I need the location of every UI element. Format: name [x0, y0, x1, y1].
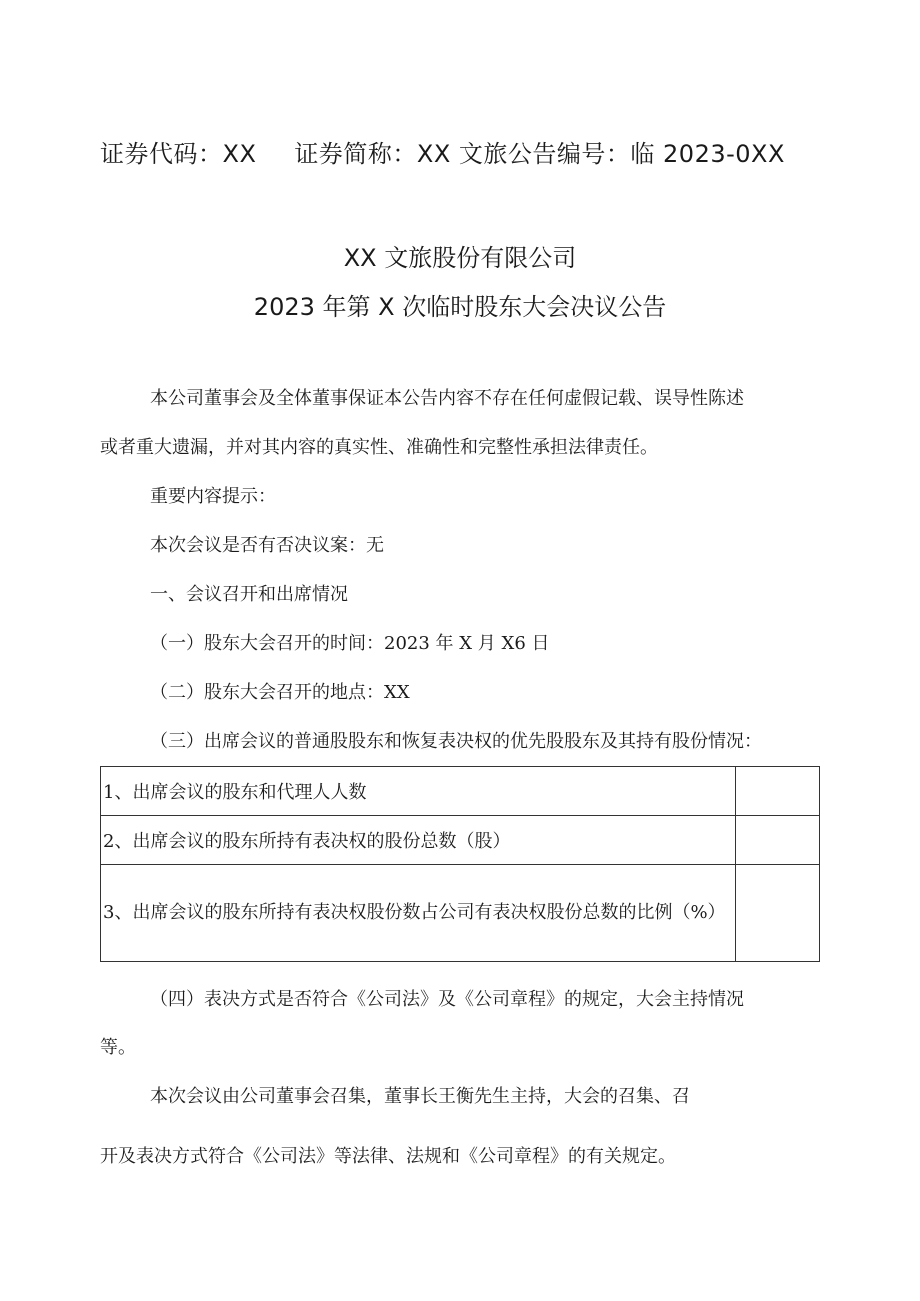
- meeting-time: （一）股东大会召开的时间：2023 年 X 月 X6 日: [150, 633, 550, 654]
- voting-method-line-2: 等。: [100, 1037, 136, 1058]
- notice-title: 2023 年第 X 次临时股东大会决议公告: [253, 293, 667, 321]
- table-row-value: [736, 767, 820, 816]
- company-title: XX 文旅股份有限公司: [343, 244, 577, 272]
- document-header: [100, 134, 785, 169]
- attendance-intro: （三）出席会议的普通股股东和恢复表决权的优先股股东及其持有股份情况：: [150, 731, 762, 752]
- table-row: [101, 816, 820, 865]
- table-row: [101, 865, 820, 962]
- disclaimer-line-2: 或者重大遗漏，并对其内容的真实性、准确性和完整性承担法律责任。: [100, 437, 658, 458]
- security-short-name: 证券简称：XX 文旅公告编号：临 2023-0XX: [294, 140, 785, 168]
- table-row: [101, 767, 820, 816]
- table-row-label: 1、出席会议的股东和代理人人数: [101, 767, 736, 816]
- attendance-table: [100, 766, 820, 962]
- table-row-label: 2、出席会议的股东所持有表决权的股份总数（股）: [101, 816, 736, 865]
- security-code: 证券代码：XX: [100, 140, 257, 168]
- meeting-location: （二）股东大会召开的地点：XX: [150, 682, 410, 703]
- table-row-label: 3、出席会议的股东所持有表决权股份数占公司有表决权股份总数的比例（%）: [101, 865, 736, 962]
- section-1-heading: 一、会议召开和出席情况: [150, 584, 348, 605]
- veto-line: 本次会议是否有否决议案：无: [150, 535, 384, 556]
- summary-line-1: 本次会议由公司董事会召集，董事长王衡先生主持，大会的召集、召: [150, 1086, 690, 1107]
- disclaimer-line-1: 本公司董事会及全体董事保证本公告内容不存在任何虚假记载、误导性陈述: [150, 388, 744, 409]
- summary-line-2: 开及表决方式符合《公司法》等法律、法规和《公司章程》的有关规定。: [100, 1146, 676, 1167]
- table-row-value: [736, 816, 820, 865]
- table-row-value: [736, 865, 820, 962]
- voting-method-line-1: （四）表决方式是否符合《公司法》及《公司章程》的规定，大会主持情况: [150, 989, 744, 1010]
- highlights-label: 重要内容提示：: [150, 486, 276, 507]
